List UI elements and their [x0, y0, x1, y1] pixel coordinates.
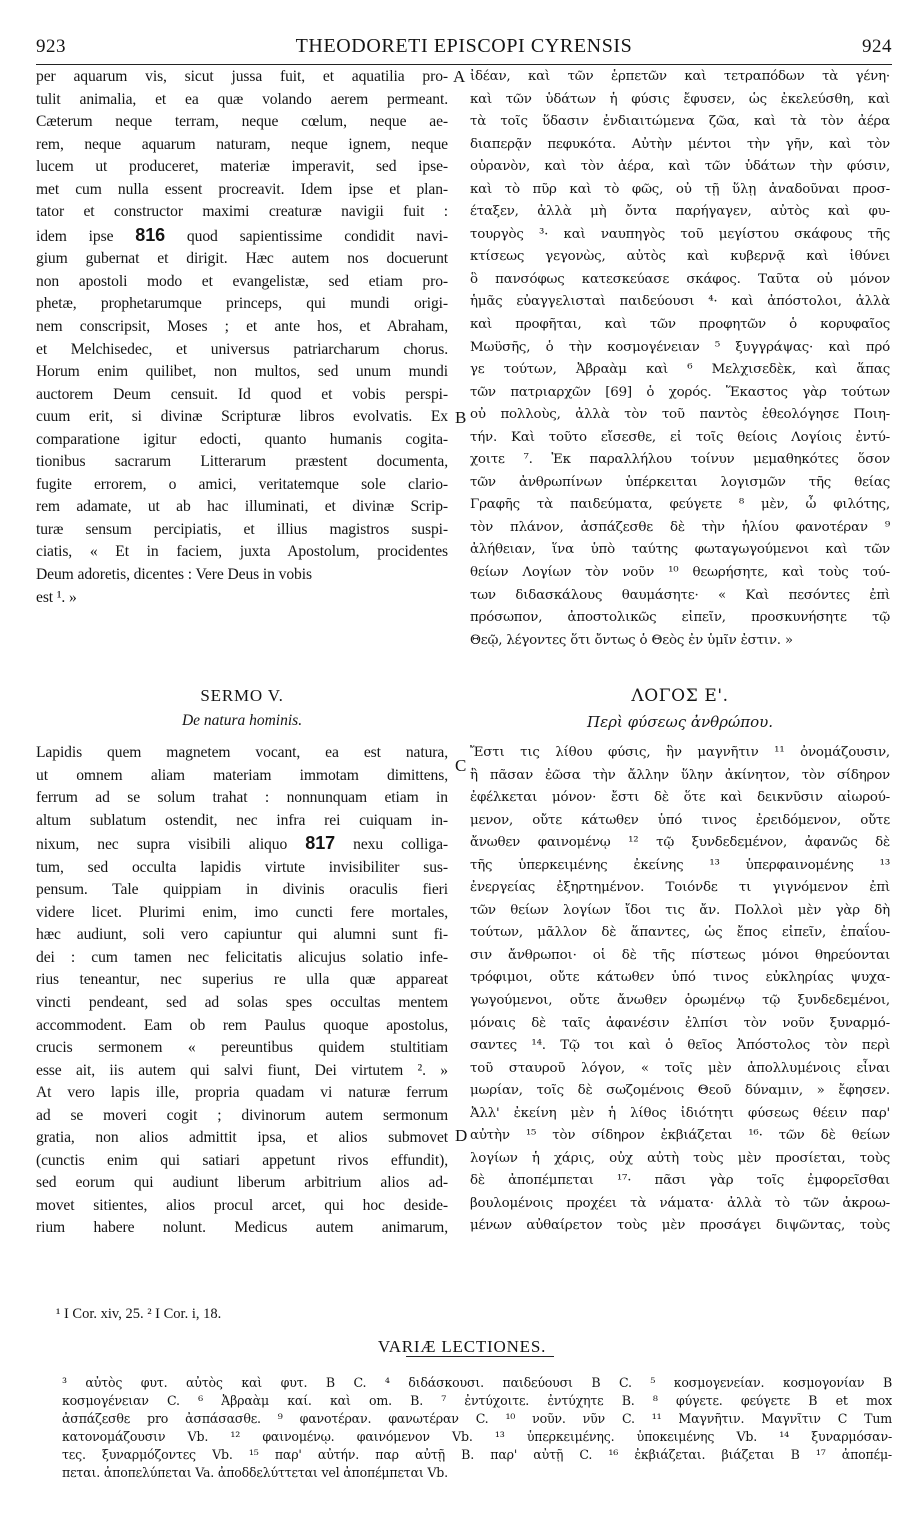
- latin-line: videre licet. Plurimi enim, imo cuncti fere mortales,: [36, 903, 448, 921]
- latin-line: rium habere nolunt. Medicus autem animarum,: [36, 1219, 448, 1237]
- greek-line: Μωϋσῆς, ὁ τὴν κοσμογένειαν ⁵ ξυγγράψας· καὶ πρό: [470, 339, 890, 355]
- latin-line: phetæ, prophetarumque princeps, qui mundi origi-: [36, 295, 448, 313]
- variae-line: πεται. ἀποπελύπεται Va. ἀποδδελύττεται vel ἀποπέμπεται Vb.: [62, 1465, 448, 1480]
- latin-line: Horum enim quilibet, non multos, sed unum mundi: [36, 363, 448, 381]
- latin-line: vincti pendeant, sed ad solas spes occultas mentem: [36, 994, 448, 1012]
- latin-line: tator et constructor maximi creaturæ navigii fuit :: [36, 203, 448, 221]
- greek-line: τῶν θείων λογίων ἴδοι τις ἄν. Πολλοὶ μὲν γὰρ δὴ: [470, 902, 890, 918]
- greek-line: δὲ ἀποπέμπεται ¹⁷· πᾶσι γὰρ τοῖς ἐμφορεῖσθαι: [470, 1173, 890, 1189]
- greek-line: τρόφιμοι, οὔτε κάτωθεν ὑπό τινος εὐκληρίας ψυχα-: [470, 970, 890, 986]
- greek-line: καὶ τῶν ὑδάτων ἡ φύσις ἔφυσεν, ὡς ἐκελεύσθη, καὶ: [470, 91, 890, 107]
- greek-line: τήν. Καὶ τοῦτο εἴσεσθε, εἰ τοῖς θείοις Λογίοις ἐντύ-: [470, 429, 890, 445]
- greek-line: ἄνωθεν φαινομένῳ ¹² τῷ ξυνδεδεμένον, ἀφανῶς δὲ: [470, 835, 890, 851]
- greek-line: τῶν πατριαρχῶν [69] ὁ χορός. Ἕκαστος γὰρ τούτων: [470, 384, 890, 400]
- latin-line: turæ sensum percipiatis, et illius magistros suspi-: [36, 520, 448, 538]
- latin-line: auctorem Deum censuit. Id quod et vobis perspi-: [36, 385, 448, 403]
- variae-line: κατονομάζουσιν Vb. ¹² φαινομένῳ. φαινόμενον Vb. ¹³ ὑπερκειμένης. ὑποκειμένης Vb. ¹⁴ ξυναρμόσαν-: [62, 1429, 892, 1444]
- latin-line: Deum adoretis, dicentes : Vere Deus in vobis: [36, 566, 312, 584]
- latin-line: gratia, non alios admittit ipsa, et alios submovet: [36, 1129, 448, 1147]
- sermo-title: SERMO V.: [200, 686, 284, 705]
- greek-column-bottom: [470, 742, 890, 1238]
- latin-line: ciatis, « Et in faciem, juxta Apostolum, procidentes: [36, 543, 448, 561]
- greek-line: αὐτὴν ¹⁵ τὸν σίδηρον ἐκβιάζεται ¹⁶· τῶν δὲ θείων: [470, 1128, 890, 1144]
- greek-line: ἡμᾶς εὐαγγελισταὶ παιδεύουσι ⁴· καὶ ἀπόστολοι, ἀλλὰ: [470, 294, 890, 310]
- latin-line: cuum erit, si divinæ Scripturæ libros evolvatis. Ex: [36, 408, 448, 426]
- latin-line: esse ait, iis autem qui salvi fiunt, Dei virtutem ². »: [36, 1061, 448, 1079]
- greek-line: τὰ τοῖς ὕδασιν ἐνδιαιτώμενα ζῶα, καὶ τὰ τὸν ἀέρα: [470, 114, 890, 130]
- running-title: THEODORETI EPISCOPI CYRENSIS: [295, 35, 633, 57]
- latin-line: sed eorum qui audiunt liberum arbitrium alios ad-: [36, 1174, 448, 1192]
- variae-line: ἀσπάζεσθε pro ἀσπάσασθε. ⁹ φανοτέραν. φανωτέραν C. ¹⁰ νοῦν. νῦν C. ¹¹ Μαγνῆτιν. Μαγνῖτιν C Tum: [62, 1411, 892, 1426]
- latin-line: (cunctis enim qui satiari appetunt rivos effundit),: [36, 1151, 448, 1169]
- latin-line: comparatione igitur edocti, quanto humanis cogita-: [36, 430, 448, 448]
- latin-line: fugite errorem, o amici, veritatemque sole clario-: [36, 475, 448, 493]
- greek-line: οὐρανὸν, καὶ τὸν ἀέρα, καὶ τῶν ὑδάτων τὴν φύσιν,: [470, 159, 890, 175]
- greek-line: διαπερᾷν πεφυκότα. Αὐτὴν μέντοι τὴν γῆν, καὶ τὸν: [470, 136, 890, 152]
- latin-line: hæc audiunt, soli vero capiuntur qui alumni sunt fi-: [36, 926, 448, 944]
- greek-line: οὐ πολλοὺς, ἀλλὰ τὸν τοῦ παντὸς ἐθεολόγησε Ποιη-: [470, 407, 890, 423]
- latin-line: rius teneantur, nec superius re ulla quæ appareat: [36, 971, 448, 989]
- margin-marker-d: D: [455, 1126, 468, 1145]
- greek-line: έταξεν, ἀλλὰ μὴ ὄντα παρήγαγεν, αὐτὸς καὶ φυ-: [470, 204, 890, 220]
- greek-line: γε τούτων, Ἀβραὰμ καὶ ⁶ Μελχισεδὲκ, καὶ ἅπας: [470, 362, 890, 378]
- latin-line: Cæterum neque terram, neque cœlum, neque ae-: [36, 113, 448, 131]
- greek-line: Ἔστι τις λίθου φύσις, ἣν μαγνῆτιν ¹¹ ὀνομάζουσιν,: [470, 745, 890, 760]
- latin-line: nem conscripsit, Moses ; et ante hos, et Abraham,: [36, 318, 448, 336]
- latin-line: tulit animalia, et ea quæ volando aerem permeant.: [36, 90, 448, 108]
- greek-column-top: [470, 66, 890, 652]
- variae-line: κοσμογένειαν C. ⁶ Ἀβραὰμ καί. καὶ om. B. ⁷ ἐντύχοιτε. ἐντύχητε B. ⁸ φύγετε. φεύγετε B et mox: [62, 1393, 892, 1408]
- latin-line: rem, neque aquarum naturam, neque ignem, neque: [36, 135, 448, 153]
- latin-line: met cum nulla essent procreavit. Idem ipse et plan-: [36, 180, 448, 198]
- greek-line: μένων αὐθαίρετον τοὺς μὲν προσάγει διψῶντας, τοὺς: [470, 1218, 890, 1234]
- greek-line: μωρίαν, τοῖς δὲ σωζομένοις Θεοῦ δύναμιν, » ἔφησεν.: [470, 1083, 890, 1099]
- greek-line: τῶν ἀνθρωπίνων ὑπέρκειται λογισμῶν τῆς θείας: [470, 474, 890, 490]
- running-header: [36, 34, 892, 65]
- greek-line: χοιτε ⁷. Ἐκ παραλλήλου τοίνυν μεμαθηκότες ὅσον: [470, 452, 890, 468]
- greek-line: ὃ πανσόφως κατεσκεύασε σκάφος. Ταῦτα οὐ μόνον: [470, 271, 890, 287]
- greek-line: λογίων ἡ χάρις, οὐχ αὐτὴ τοὺς μὲν προσίεται, τοὺς: [470, 1150, 890, 1166]
- column-number: 816: [135, 224, 166, 245]
- greek-line: γωγούμενοι, οὔτε ἄνωθεν ὁρωμένῳ τῷ ξυνδεδεμένοι,: [470, 993, 890, 1009]
- logos-subtitle: Περὶ φύσεως ἀνθρώπου.: [586, 713, 773, 731]
- latin-column-top: [36, 66, 448, 609]
- greek-line: ἐφέλκεται μόνον· ἔστι δὲ ὅτε καὶ δεικνῦσιν αἰωρού-: [470, 790, 890, 806]
- latin-line: movet sitientes, alios procul arcet, qui hoc deside-: [36, 1196, 448, 1214]
- variae-rule: [406, 1356, 554, 1357]
- variae-lectiones: [62, 1374, 892, 1482]
- greek-line: μενον, οὔτε κάτωθεν ὑπό τινος ἐρειδόμενον, οὔτε: [470, 812, 890, 828]
- logos-title: ΛΟΓΟΣ Ε'.: [631, 686, 729, 706]
- page-number-right: 924: [862, 36, 892, 57]
- footnote: ¹ I Cor. xiv, 25. ² I Cor. i, 18.: [56, 1306, 222, 1322]
- variae-lectiones-title: VARIÆ LECTIONES.: [377, 1337, 547, 1356]
- latin-line: ferrum ad se solum trahat : nonnunquam etiam in: [36, 789, 448, 807]
- latin-line: lucem ut produceret, materiæ imperavit, sed ipse-: [36, 158, 448, 176]
- latin-column-bottom: [36, 742, 448, 1240]
- latin-line: nixum, nec supra visibili aliquo 817 nexu colliga-: [36, 833, 448, 854]
- column-number: 817: [305, 833, 336, 854]
- greek-line: ἰδέαν, καὶ τῶν ἑρπετῶν καὶ τετραπόδων τὰ γένη·: [470, 69, 890, 84]
- latin-line: per aquarum vis, sicut jussa fuit, et aquatilia pro-: [36, 68, 448, 85]
- greek-line: τῆς ὑπερκειμένης ἐκείνης ¹³ ὑπερφαινομένης ¹³: [470, 857, 890, 873]
- page-number-left: 923: [36, 36, 66, 57]
- margin-marker-c: C: [455, 756, 467, 775]
- latin-line: At vero lapis ille, propria quadam vi naturæ ferrum: [36, 1084, 448, 1102]
- greek-line: πρόσωπον, ἀποστολικῶς εἰπεῖν, προσκυνήσητε τῷ: [470, 610, 890, 626]
- greek-line: κτίσεως γεγονὼς, αὐτὸς καὶ κυβερνᾷ καὶ ἰθύνει: [470, 249, 890, 265]
- greek-line: τούτων, μᾶλλον δὲ ἅπαντες, ὡς ἔπος εἰπεῖν, ἐπαΐου-: [470, 925, 890, 941]
- greek-line: Γραφῆς τὰ παιδεύματα, φεύγετε ⁸ μὲν, ὦ φιλότης,: [470, 497, 890, 513]
- sermo-subtitle: De natura hominis.: [181, 712, 303, 729]
- latin-line: rem adamate, ut ab hac illuminati, et divinæ Scrip-: [36, 498, 448, 516]
- greek-line: μόναις δὲ ταῖς ἀφανέσιν ἐλπίσι τὸν νοῦν ξυναρμό-: [470, 1015, 890, 1031]
- latin-line: crucis sermonem « pereuntibus quidem stultitiam: [36, 1039, 448, 1057]
- greek-line: των διδασκάλους θαυμάσητε· « Καὶ πεσόντες ἐπὶ: [470, 587, 890, 603]
- margin-marker-b: B: [455, 408, 467, 427]
- greek-line: Ἀλλ' ἐκείνη μὲν ἡ λίθος ἰδιότητι φύσεως θέειν παρ': [470, 1105, 890, 1121]
- greek-line: σιν ἄνθρωποι· οἱ δὲ τῆς πίστεως μόνοι θηρεύονται: [470, 947, 890, 963]
- latin-line: tum, sed occulta lapidis virtute invisibiliter sus-: [36, 858, 448, 876]
- latin-line: ad se moveri cogit ; divinorum autem sermonum: [36, 1106, 448, 1124]
- latin-line: est ¹. »: [36, 588, 77, 606]
- greek-line: σαντες ¹⁴. Τῷ τοι καὶ ὁ θεῖος Ἀπόστολος τὸν περὶ: [470, 1038, 890, 1054]
- variae-line: ³ αὐτὸς φυτ. αὐτὸς καὶ φυτ. B C. ⁴ διδάσκουσι. παιδεύουσι B C. ⁵ κοσμογενείαν. κοσμογονίαν B: [62, 1375, 892, 1390]
- latin-line: dei : cum tamen nec felicitatis alicujus solatio infe-: [36, 948, 448, 966]
- greek-line: ἀλήθειαν, ἵνα ὑπὸ ταύτης φωταγωγούμενοι καὶ τῶν: [470, 542, 890, 558]
- greek-line: τουργὸς ³· καὶ ναυπηγὸς τοῦ μεγίστου σκάφους τῆς: [470, 226, 890, 242]
- latin-line: accommodent. Eam ob rem Paulus quoque apostolus,: [36, 1016, 448, 1034]
- greek-line: Θεῷ, λέγοντες ὅτι ὄντως ὁ Θεὸς ἐν ὑμῖν ἐστιν. »: [470, 632, 793, 648]
- greek-line: τοῦ σταυροῦ λόγον, « τοῖς μὲν ἀπολλυμένοις εἶναι: [470, 1060, 890, 1076]
- greek-line: καὶ προφῆται, καὶ τῶν προφητῶν ὁ κορυφαῖος: [470, 317, 890, 333]
- greek-line: θείων Λογίων τὸν νοῦν ¹⁰ θεωρήσητε, καὶ τοὺς τού-: [470, 565, 890, 581]
- greek-line: τὸν πλάνον, ἀσπάζεσθε δὲ τὴν ἡλίου φανοτέραν ⁹: [470, 519, 890, 535]
- latin-line: idem ipse 816 quod sapientissime condidit navi-: [36, 224, 448, 245]
- greek-line: ἐνεργείας ἐξηρτημένον. Τοιόνδε τι γιγνόμενον ἐπὶ: [470, 880, 890, 896]
- latin-line: pensum. Tale quippiam in divinis oraculis fieri: [36, 881, 448, 899]
- latin-line: et Melchisedec, et universus patriarcharum chorus.: [36, 340, 448, 358]
- greek-line: ἣ πᾶσαν ἐῶσα τὴν ἄλλην ὕλην ἀκίνητον, τὸν σίδηρον: [470, 767, 890, 783]
- margin-marker-a: A: [453, 67, 466, 86]
- latin-line: gium gubernat et dirigit. Hæc autem nos docuerunt: [36, 250, 448, 268]
- latin-line: tionibus sacrarum Litterarum præstent documenta,: [36, 453, 448, 471]
- greek-line: βουλομένοις προχέει τὰ νάματα· ἀλλὰ τὸ τῶν ἀκροω-: [470, 1195, 890, 1211]
- latin-line: Lapidis quem magnetem vocant, ea est natura,: [36, 744, 448, 761]
- variae-line: τες. ξυναρμόζοντες Vb. ¹⁵ παρ' αὐτήν. παρ αὐτῇ B. παρ' αὐτῇ C. ¹⁶ ἐκβιάζεται. βιάζεται B ¹⁷ ἀποπέμ-: [62, 1447, 892, 1462]
- latin-line: non apostoli modo et evangelistæ, sed etiam pro-: [36, 272, 448, 290]
- latin-line: ut omnem aliam materiam immotam dimittens,: [36, 766, 448, 784]
- greek-line: καὶ τὸ πῦρ καὶ τὸ φῶς, οὐ τῇ ὕλῃ ἀναδοῦναι προσ-: [470, 181, 890, 197]
- latin-line: altum sublatum ostendit, nec infra rei cuiquam in-: [36, 811, 448, 829]
